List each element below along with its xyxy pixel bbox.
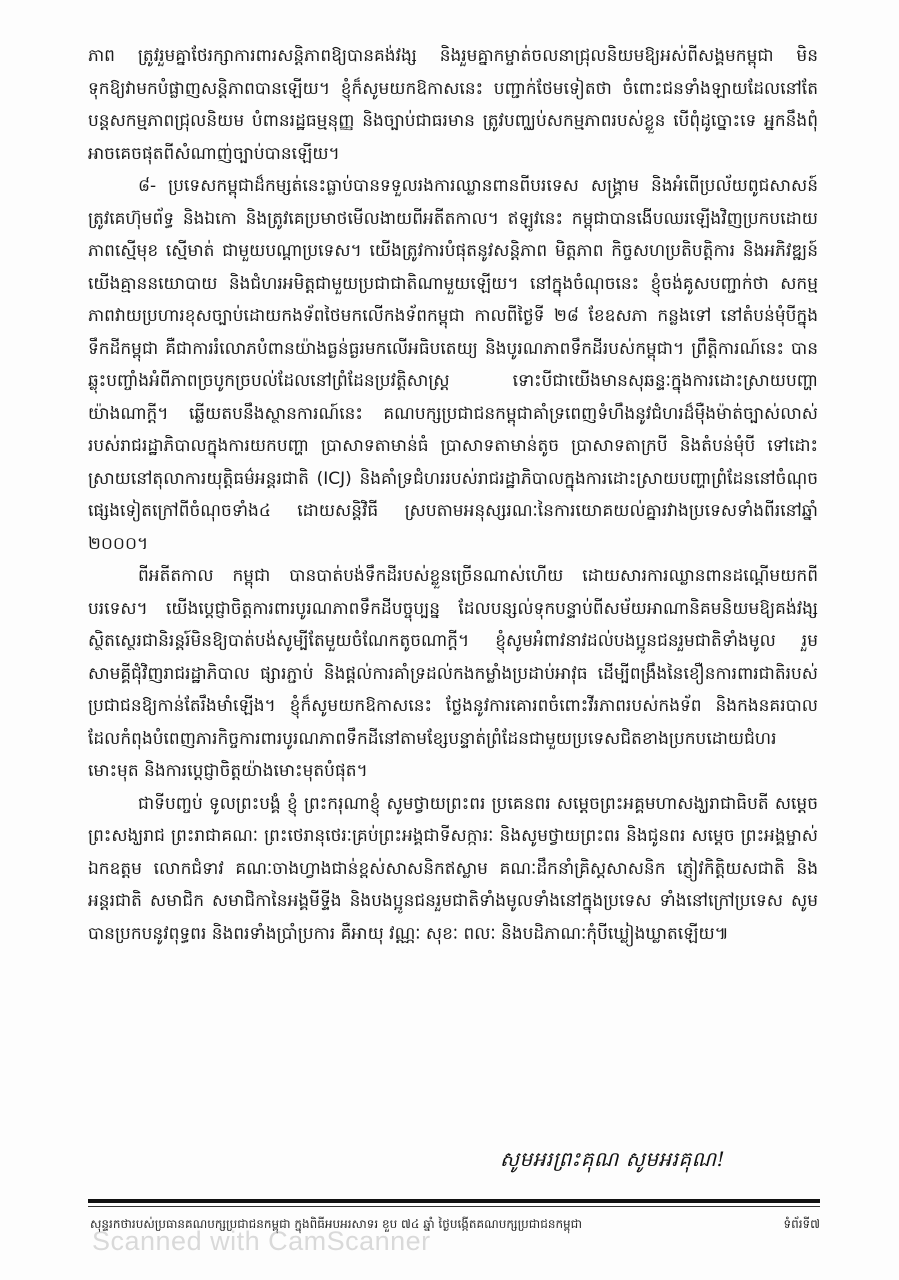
document-body [88, 40, 818, 950]
footer-title: សុន្ទរកថារបស់ប្រធានគណបក្សប្រជាជនកម្ពុជា ក្នុងពិធីអបអរសាទរ ខួប ៧៤ ឆ្នាំ ថ្ងៃបង្កើតគណបក្សប្រជាជនកម្ពុជា [90, 1217, 583, 1231]
footer-divider-thin [88, 1206, 820, 1207]
paragraph: ពីអតីតកាល កម្ពុជា បានបាត់បង់ទឹកដីរបស់ខ្លួនច្រើនណាស់ហើយ ដោយសារការឈ្លានពានដណ្តើមយកពីបរទេស។ យើងប្តេជ្ញាចិត្តការពារបូរណភាពទឹកដីបច្ចុប្បន្ន ដែលបន្សល់ទុកបន្ទាប់ពីសម័យអាណានិគមនិយមឱ្យគង់វង្ស ស្ថិតស្ថេរជានិរន្តរ៍មិនឱ្យបាត់បង់សូម្បីតែមួយចំណែកតូចណាក្តី។ ខ្ញុំសូមអំពាវនាវដល់បងប្អូនជនរួមជាតិទាំងមូល រួមសាមគ្គីជុំវិញរាជរដ្ឋាភិបាល ផ្សារភ្ជាប់ និងផ្តល់ការគាំទ្រដល់កងកម្លាំងប្រដាប់អាវុធ ដើម្បីពង្រឹងនៃខឿនការពារជាតិរបស់ប្រជាជនឱ្យកាន់តែរឹងមាំឡើង។ ខ្ញុំក៏សូមយកឱកាសនេះ ថ្លែងនូវការគោរពចំពោះវីរភាពរបស់កងទ័ព និងកងនគរបាលដែលកំពុងបំពេញភារកិច្ចការពារបូរណភាពទឹកដីនៅតាមខ្សែបន្ទាត់ព្រំដែនជាមួយប្រទេសជិតខាងប្រកបដោយជំហរមោះមុត និងការប្តេជ្ញាចិត្តយ៉ាងមោះមុតបំផុត។ [88, 566, 818, 781]
paragraph: ៨- ប្រទេសកម្ពុជាដ៏កម្សត់នេះធ្លាប់បានទទួលរងការឈ្លានពានពីបរទេស សង្គ្រាម និងអំពើប្រល័យពូជសាសន៍ ត្រូវគេហ៊ុមព័ទ្ធ និងឯកោ និងត្រូវគេប្រមាថមើលងាយពីអតីតកាល។ ឥឡូវនេះ កម្ពុជាបានងើបឈរឡើងវិញប្រកបដោយភាពស្មើមុខ ស្មើមាត់ ជាមួយបណ្តាប្រទេស។ យើងត្រូវការបំផុតនូវសន្តិភាព មិត្តភាព កិច្ចសហប្រតិបត្តិការ និងអភិវឌ្ឍន៍ យើងគ្មាននយោបាយ និងជំហរអមិត្តជាមួយប្រជាជាតិណាមួយឡើយ។ នៅក្នុងចំណុចនេះ ខ្ញុំចង់គូសបញ្ជាក់ថា សកម្មភាពវាយប្រហារខុសច្បាប់ដោយកងទ័ពថៃមកលើកងទ័ពកម្ពុជា កាលពីថ្ងៃទី ២៨ ខែឧសភា កន្លងទៅ នៅតំបន់មុំបីក្នុងទឹកដីកម្ពុជា គឺជាការរំលោភបំពានយ៉ាងធ្ងន់ធ្ងរមកលើអធិបតេយ្យ និងបូរណភាពទឹកដីរបស់កម្ពុជា។ ព្រឹត្តិការណ៍នេះ បានឆ្លុះបញ្ចាំងអំពីភាពច្របូកច្របល់ដែលនៅព្រំដែនប្រវត្តិសាស្ត្រ ទោះបីជាយើងមានសុឆន្ទៈក្នុងការដោះស្រាយបញ្ហាយ៉ាងណាក្តី។ ឆ្លើយតបនឹងស្ថានការណ៍នេះ គណបក្សប្រជាជនកម្ពុជាគាំទ្រពេញទំហឹងនូវជំហរដ៏ម៉ឺងម៉ាត់ច្បាស់លាស់របស់រាជរដ្ឋាភិបាលក្នុងការយកបញ្ហា ប្រាសាទតាមាន់ធំ ប្រាសាទតាមាន់តូច ប្រាសាទតាក្របី និងតំបន់មុំបី ទៅដោះស្រាយនៅតុលាការយុត្តិធម៌អន្តរជាតិ (ICJ) និងគាំទ្រជំហររបស់រាជរដ្ឋាភិបាលក្នុងការដោះស្រាយបញ្ហាព្រំដែននៅចំណុចផ្សេងទៀតក្រៅពីចំណុចទាំង៤ ដោយសន្តិវិធី ស្របតាមអនុស្សរណៈនៃការយោគយល់គ្នារវាងប្រទេសទាំងពីរនៅឆ្នាំ ២០០០។ [88, 176, 818, 554]
scanner-watermark: Scanned with CamScanner [92, 1226, 431, 1256]
closing-signature: សូមអរព្រះគុណ សូមអរគុណ! [500, 1147, 726, 1171]
paragraph: ភាព ត្រូវរួមគ្នាថែរក្សាការពារសន្តិភាពឱ្យបានគង់វង្ស និងរួមគ្នាកម្ចាត់ចលនាជ្រុលនិយមឱ្យអស់ពីសង្គមកម្ពុជា មិនទុកឱ្យវាមកបំផ្លាញសន្តិភាពបានឡើយ។ ខ្ញុំក៏សូមយកឱកាសនេះ បញ្ជាក់ថែមទៀតថា ចំពោះជនទាំងឡាយដែលនៅតែបន្តសកម្មភាពជ្រុលនិយម បំពានរដ្ឋធម្មនុញ្ញ និងច្បាប់ជាធរមាន ត្រូវបញ្ឈប់សកម្មភាពរបស់ខ្លួន បើពុំដូច្នោះទេ អ្នកនឹងពុំអាចគេចផុតពីសំណាញ់ច្បាប់បានឡើយ។ [88, 46, 818, 164]
paragraph: ជាទីបញ្ចប់ ទូលព្រះបង្គំ ខ្ញុំ ព្រះករុណាខ្ញុំ សូមថ្វាយព្រះពរ ប្រគេនពរ សម្តេចព្រះអគ្គមហាសង្ឃរាជាធិបតី សម្តេចព្រះសង្ឃរាជ ព្រះរាជាគណៈ ព្រះថេរានុថេរៈគ្រប់ព្រះអង្គជាទីសក្ការៈ និងសូមថ្វាយព្រះពរ និងជូនពរ សម្តេច ព្រះអង្គម្ចាស់ ឯកឧត្តម លោកជំទាវ គណៈចាងហ្វាងជាន់ខ្ពស់សាសនិកឥស្លាម គណៈដឹកនាំគ្រិស្តសាសនិក ភ្ញៀវកិត្តិយសជាតិ និងអន្តរជាតិ សមាជិក សមាជិកានៃអង្គមីទ្ទីង និងបងប្អូនជនរួមជាតិទាំងមូលទាំងនៅក្នុងប្រទេស ទាំងនៅក្រៅប្រទេស សូមបានប្រកបនូវពុទ្ធពរ និងពរទាំងប្រាំប្រការ គឺអាយុ វណ្ណៈ សុខៈ ពលៈ និងបដិភាណៈកុំបីឃ្លៀងឃ្លាតឡើយ៕ [88, 793, 818, 944]
footer-divider [88, 1199, 820, 1203]
page-number: ទំព័រទី៧ [783, 1217, 820, 1231]
